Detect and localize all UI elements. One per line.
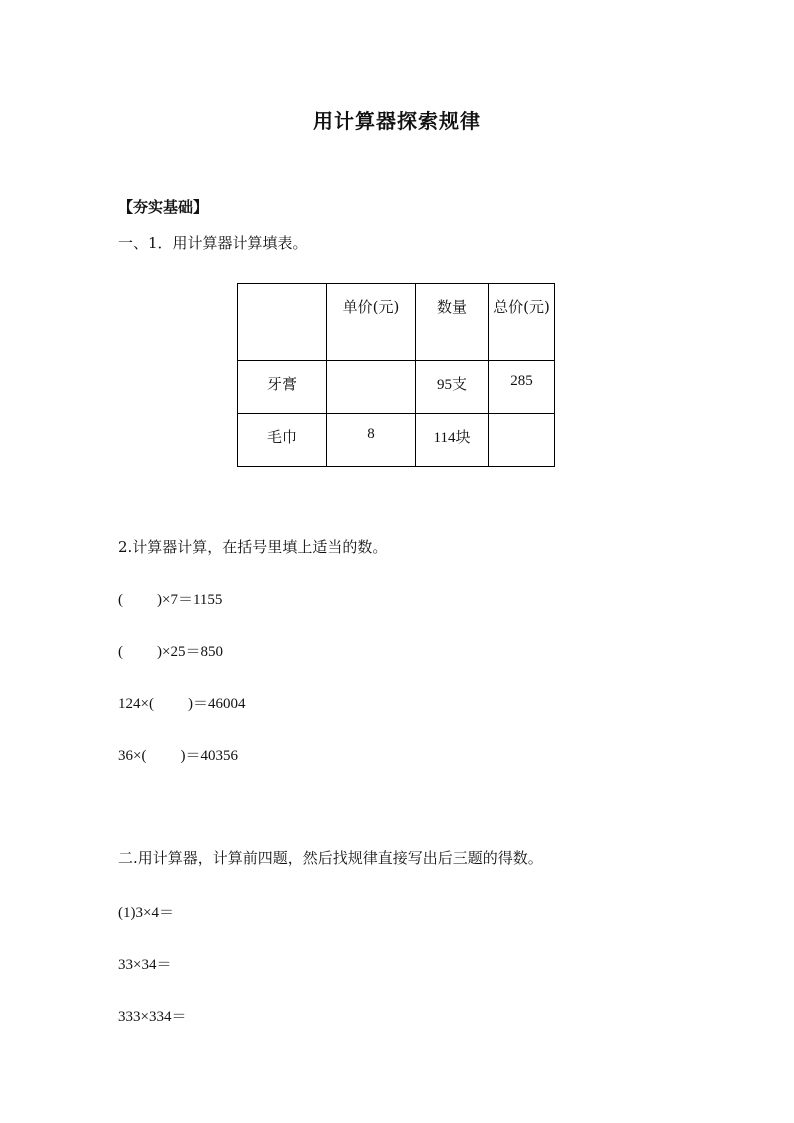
price-table: [237, 283, 555, 467]
equation-3: [118, 692, 245, 713]
equation-4-before: 36×(: [118, 748, 147, 764]
row-towel-total[interactable]: [489, 414, 555, 467]
header-cell-unit-price: 单价(元): [327, 284, 416, 361]
row-towel-quantity: 114块: [416, 414, 489, 467]
equation-1-before: (: [118, 592, 123, 608]
row-toothpaste-unit-price[interactable]: [327, 361, 416, 414]
part-2-prompt: 二.用计算器，计算前四题，然后找规律直接写出后三题的得数。: [118, 849, 543, 867]
equation-1: [118, 588, 222, 609]
equation-2-before: (: [118, 644, 123, 660]
equation-2: [118, 640, 223, 661]
header-cell-blank: [238, 284, 327, 361]
page-title: 用计算器探索规律: [313, 109, 481, 133]
question-1-prompt: 一、1．用计算器计算填表。: [118, 234, 308, 252]
equation-2-after: )×25＝850: [157, 644, 223, 660]
header-cell-total: 总价(元): [489, 284, 555, 361]
row-towel-item: 毛巾: [238, 414, 327, 467]
equation-3-after: )＝46004: [187, 696, 246, 712]
row-toothpaste-quantity: 95支: [416, 361, 489, 414]
pattern-item-2: 33×34＝: [118, 957, 172, 973]
equation-4: [118, 744, 238, 765]
table-row: [238, 414, 555, 467]
section-heading: 【夯实基础】: [118, 198, 209, 216]
row-towel-unit-price: 8: [327, 414, 416, 467]
table-row: [238, 361, 555, 414]
pattern-item-3: 333×334＝: [118, 1009, 187, 1025]
header-cell-quantity: 数量: [416, 284, 489, 361]
equation-4-after: )＝40356: [180, 748, 238, 764]
table-header-row: [238, 284, 555, 361]
row-toothpaste-total: 285: [489, 361, 555, 414]
row-toothpaste-item: 牙膏: [238, 361, 327, 414]
equation-3-before: 124×(: [118, 696, 154, 712]
equation-1-after: )×7＝1155: [157, 592, 223, 608]
pattern-item-1: (1)3×4＝: [118, 905, 174, 921]
question-2-prompt: 2.计算器计算，在括号里填上适当的数。: [118, 538, 388, 556]
